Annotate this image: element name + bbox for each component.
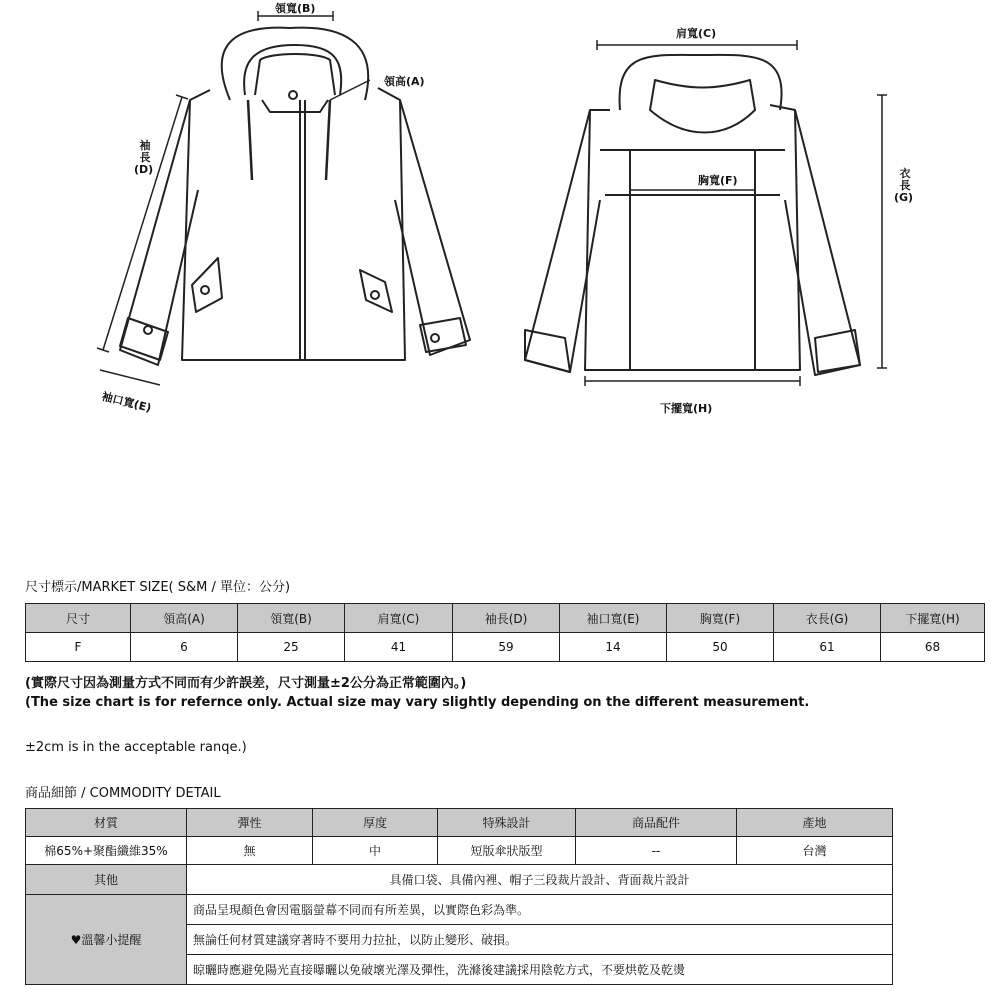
size-cell: 59 bbox=[453, 633, 560, 662]
size-header-cell: 肩寬(C) bbox=[345, 604, 453, 633]
size-note-zh: (實際尺寸因為測量方式不同而有少許誤差，尺寸測量±2公分為正常範圍內。) bbox=[25, 676, 467, 691]
size-cell: 25 bbox=[238, 633, 345, 662]
size-cell: 14 bbox=[560, 633, 667, 662]
measurement-lines bbox=[97, 11, 887, 386]
size-note-en-2: ±2cm is in the acceptable ranqe.) bbox=[25, 740, 247, 755]
detail-header-cell: 商品配件 bbox=[576, 809, 737, 837]
size-header-cell: 胸寬(F) bbox=[667, 604, 774, 633]
size-header-cell: 袖口寬(E) bbox=[560, 604, 667, 633]
size-header-cell: 領高(A) bbox=[131, 604, 238, 633]
detail-table-header bbox=[26, 809, 893, 837]
detail-cell: 台灣 bbox=[737, 837, 893, 865]
size-cell: 41 bbox=[345, 633, 453, 662]
size-cell: 68 bbox=[881, 633, 985, 662]
size-header-cell: 領寬(B) bbox=[238, 604, 345, 633]
detail-cell: 無 bbox=[187, 837, 313, 865]
detail-section-title: 商品細節 / COMMODITY DETAIL bbox=[25, 786, 221, 801]
size-section-title: 尺寸標示/MARKET SIZE( S&M / 單位：公分) bbox=[25, 580, 291, 595]
detail-header-cell: 特殊設計 bbox=[438, 809, 576, 837]
detail-header-cell: 彈性 bbox=[187, 809, 313, 837]
label-hem-width: 下擺寬(H) bbox=[660, 402, 713, 415]
detail-tip-item: 晾曬時應避免陽光直接曝曬以免破壞光澤及彈性，洗滌後建議採用陰乾方式，不要烘乾及乾燙 bbox=[187, 955, 893, 985]
detail-other-row bbox=[26, 865, 893, 895]
size-header-cell: 衣長(G) bbox=[774, 604, 881, 633]
size-header-cell: 袖長(D) bbox=[453, 604, 560, 633]
size-table-header bbox=[26, 604, 985, 633]
jacket-diagram bbox=[0, 0, 1000, 430]
label-chest-width: 胸寬(F) bbox=[698, 174, 738, 187]
detail-tip-item: 無論任何材質建議穿著時不要用力拉扯，以防止變形、破損。 bbox=[187, 925, 893, 955]
size-table-row bbox=[26, 633, 985, 662]
detail-header-cell: 厚度 bbox=[313, 809, 438, 837]
label-shoulder-width: 肩寬(C) bbox=[676, 27, 717, 40]
detail-other-label: 其他 bbox=[26, 865, 187, 895]
detail-table-row bbox=[26, 837, 893, 865]
size-cell: 61 bbox=[774, 633, 881, 662]
back-jacket-drawing bbox=[525, 55, 860, 375]
label-cuff-width: 袖口寬(E) bbox=[100, 389, 153, 415]
label-sleeve-length: 袖 長 (D) bbox=[134, 139, 154, 176]
size-header-cell: 下擺寬(H) bbox=[881, 604, 985, 633]
size-cell: 6 bbox=[131, 633, 238, 662]
label-collar-height: 領高(A) bbox=[384, 75, 425, 88]
jacket-drawings bbox=[0, 0, 1000, 430]
detail-cell: 短版傘狀版型 bbox=[438, 837, 576, 865]
detail-cell: 棉65%+聚酯纖維35% bbox=[26, 837, 187, 865]
detail-table bbox=[25, 808, 893, 985]
detail-tip-item: 商品呈現顏色會因電腦螢幕不同而有所差異，以實際色彩為準。 bbox=[187, 895, 893, 925]
size-cell: F bbox=[26, 633, 131, 662]
size-table bbox=[25, 603, 985, 662]
size-cell: 50 bbox=[667, 633, 774, 662]
label-body-length: 衣 長 (G) bbox=[894, 167, 914, 204]
size-note-en-1: (The size chart is for refernce only. Actual size may vary slightly depending on the different measurement. bbox=[25, 695, 810, 710]
size-header-cell: 尺寸 bbox=[26, 604, 131, 633]
detail-header-cell: 產地 bbox=[737, 809, 893, 837]
detail-cell: 中 bbox=[313, 837, 438, 865]
detail-tips-row bbox=[26, 895, 893, 925]
detail-header-cell: 材質 bbox=[26, 809, 187, 837]
detail-cell: -- bbox=[576, 837, 737, 865]
label-collar-width: 領寬(B) bbox=[275, 2, 316, 15]
detail-other-value: 具備口袋、具備內裡、帽子三段裁片設計、背面裁片設計 bbox=[187, 865, 893, 895]
detail-tips-label: ♥溫馨小提醒 bbox=[26, 895, 187, 985]
